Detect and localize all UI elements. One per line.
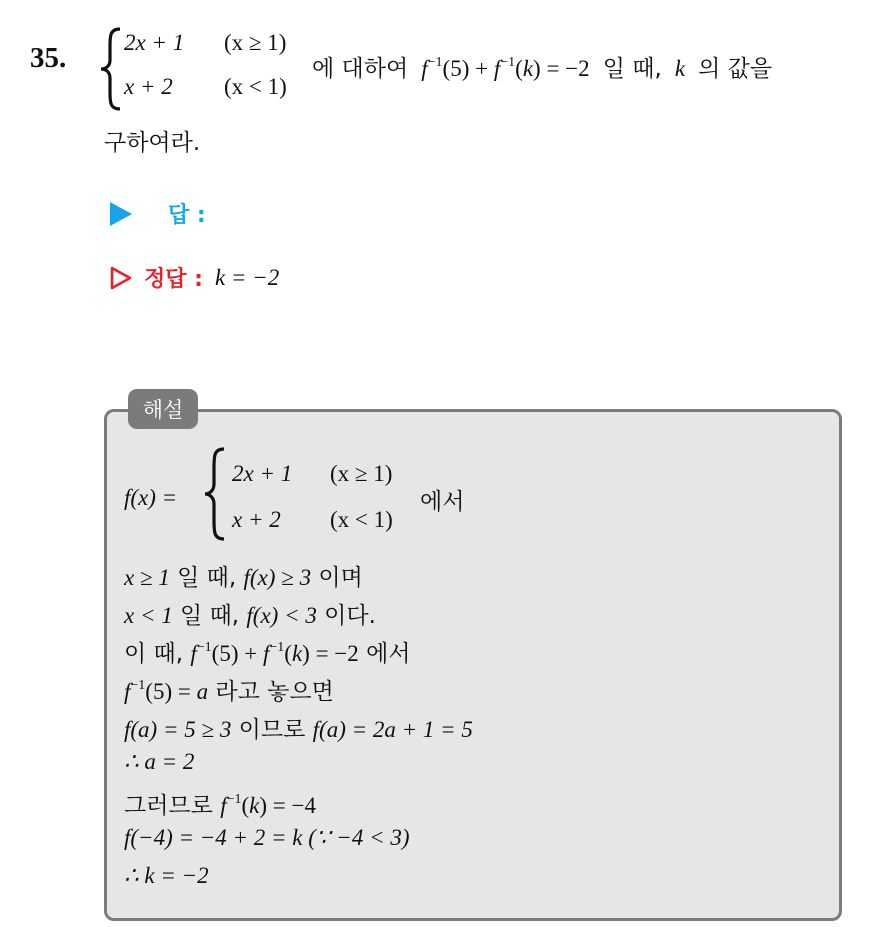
solution-case2-expr: x + 2 (232, 507, 281, 532)
correct-answer-label: 정답 : (144, 267, 203, 292)
question-text-b: 일 때, (602, 56, 662, 82)
question-case1-expr: 2x + 1 (124, 30, 185, 55)
question-case1-cond: (x ≥ 1) (224, 30, 287, 55)
correct-answer-value: k = −2 (214, 264, 280, 290)
outline-triangle-icon (110, 266, 132, 290)
solution-line-4: $f^{-1}(5) = a$ 라고 놓으면 (124, 678, 334, 705)
play-triangle-icon (110, 202, 132, 226)
answer-row (110, 198, 206, 229)
question-brace (96, 26, 126, 112)
solution-tag: 해설 (128, 389, 198, 429)
question-text-line2: 구하여라. (104, 130, 201, 156)
question-text-c: 의 값을 (698, 56, 773, 82)
solution-fx-prefix: f(x) = (124, 485, 178, 510)
solution-case2-cond: (x < 1) (330, 507, 393, 532)
question-text-a: 에 대하여 (312, 56, 409, 82)
solution-brace (200, 446, 230, 542)
solution-line-9: ∴ k = −2 (124, 863, 209, 888)
answer-label: 답 : (168, 203, 206, 228)
solution-line-5: f(a) = 5 ≥ 3 이므로 f(a) = 2a + 1 = 5 (124, 717, 473, 743)
solution-case1-cond: (x ≥ 1) (330, 461, 393, 486)
solution-line-6: ∴ a = 2 (124, 749, 195, 774)
solution-fx-suffix: 에서 (420, 489, 465, 515)
question-number: 35. (30, 42, 67, 74)
solution-line-2: x < 1 일 때, f(x) < 3 이다. (124, 603, 376, 629)
correct-answer-row (110, 262, 279, 293)
question-text (312, 50, 772, 83)
solution-line-3: 이 때, $f^{-1}(5) + f^{-1}(k) = -2$ 에서 (124, 640, 411, 667)
solution-line-7: 그러므로 $f^{-1}(k) = -4$ (124, 792, 316, 819)
question-case2-cond: (x < 1) (224, 74, 287, 99)
question-equation: $f^{-1}(5) + f^{-1}(k) = -2$ (421, 55, 596, 81)
question-case2-expr: x + 2 (124, 74, 173, 99)
solution-line-1: x ≥ 1 일 때, f(x) ≥ 3 이며 (124, 565, 363, 591)
solution-line-8: f(−4) = −4 + 2 = k (∵ −4 < 3) (124, 825, 410, 850)
solution-case1-expr: 2x + 1 (232, 461, 293, 486)
question-var-k: k (669, 56, 691, 81)
